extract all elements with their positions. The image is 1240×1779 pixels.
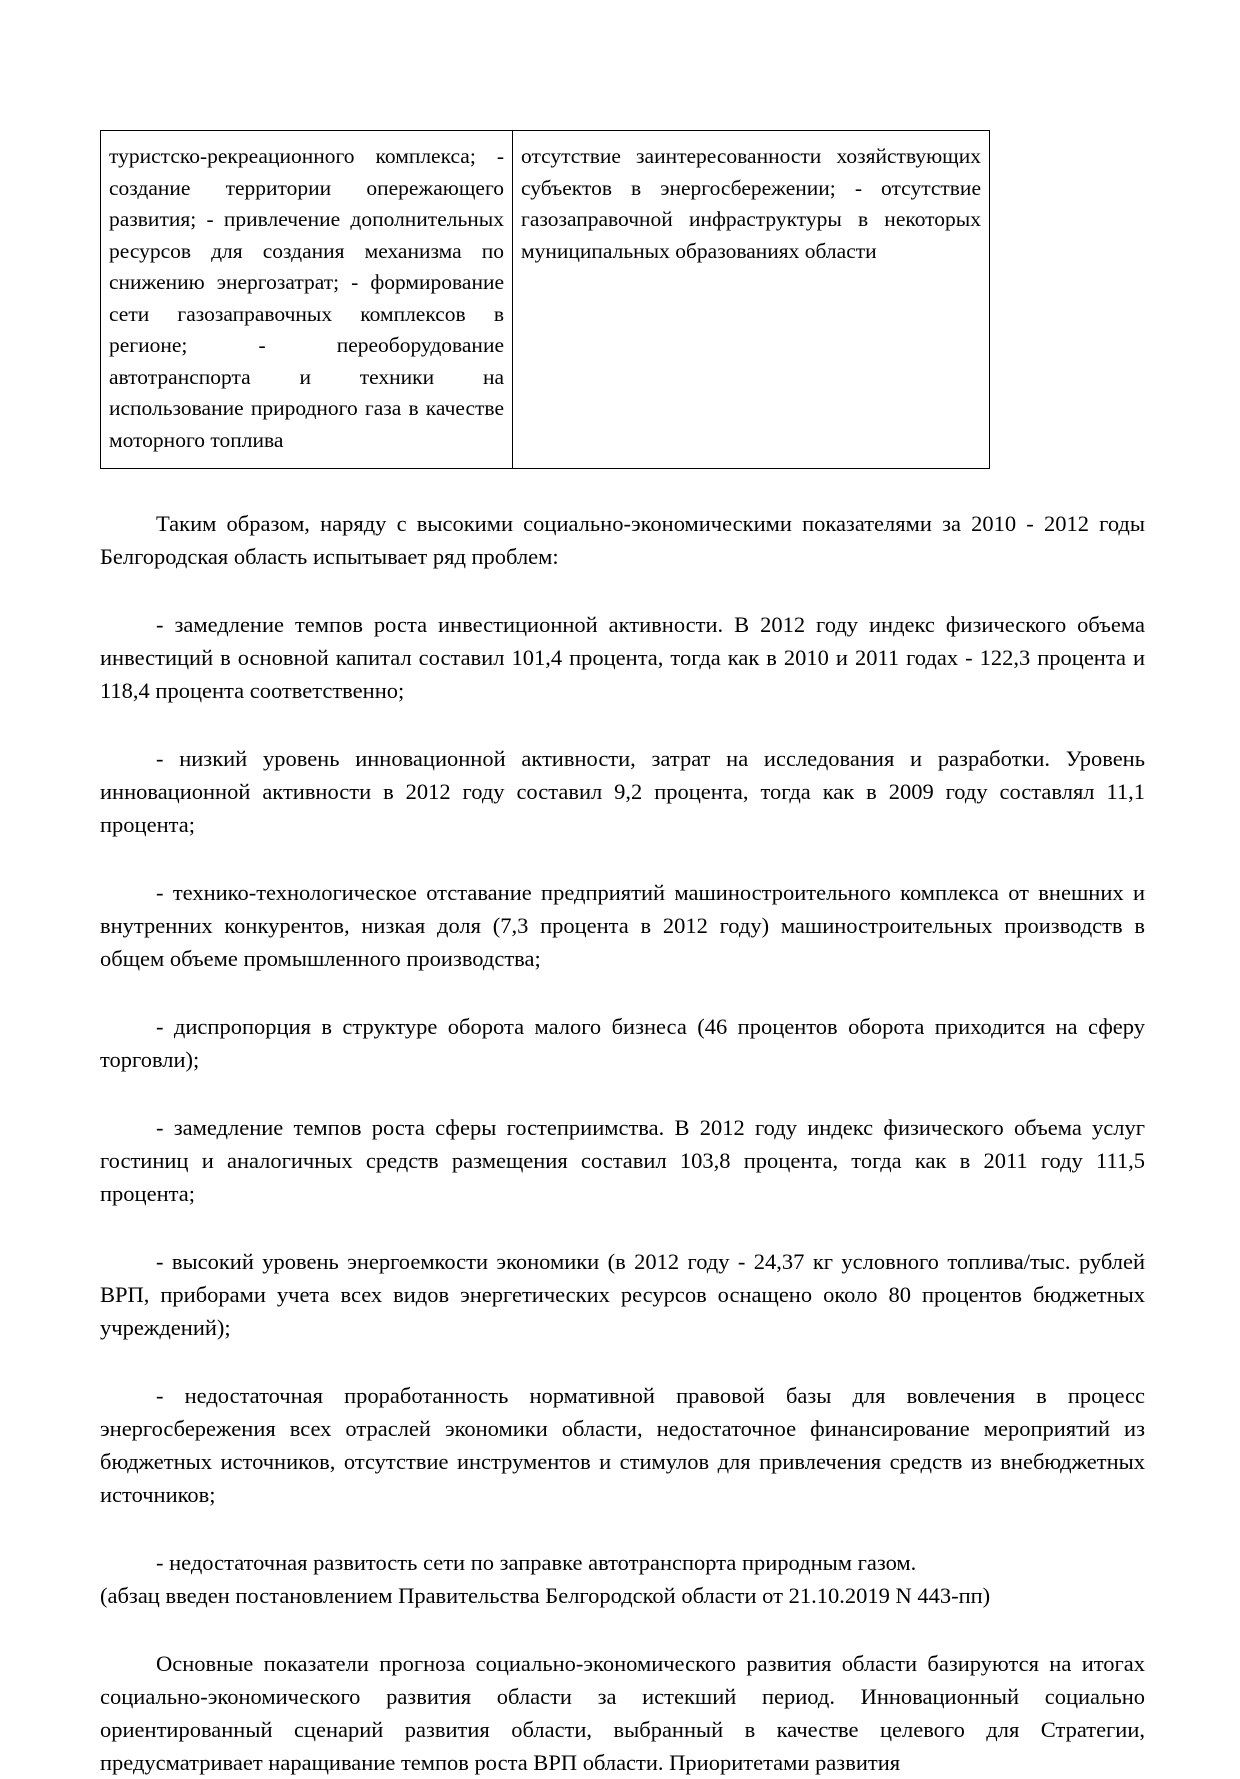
problems-table [100, 130, 990, 469]
spacer [100, 975, 1145, 1010]
table-cell-weaknesses [513, 131, 990, 469]
paragraph-problem-innovation: - низкий уровень инновационной активности, затрат на исследования и разработки. Уровень инновационной активности в 2012 году составил 9,2 процента, тогда как в 2009 году составлял 11,1 процента; [100, 746, 1145, 837]
spacer [100, 1076, 1145, 1111]
paragraph-amendment-note: (абзац введен постановлением Правительства Белгородской области от 21.10.2019 N 443-пп) [100, 1583, 991, 1608]
table-cell-strengths [101, 131, 513, 469]
spacer [100, 841, 1145, 876]
spacer [100, 1344, 1145, 1379]
spacer [100, 1511, 1145, 1546]
paragraph-problem-machinery: - технико-технологическое отставание предприятий машиностроительного комплекса от внешних и внутренних конкурентов, низкая доля (7,3 процента в 2012 году) машиностроительных производств в общем объеме промышленного производства; [100, 880, 1145, 971]
page-content [100, 130, 1145, 1779]
table-cell-weaknesses-text: отсутствие заинтересованности хозяйствующих субъектов в энергосбережении; - отсутствие газозаправочной инфраструктуры в некоторых муниципальных образованиях области [521, 144, 981, 263]
spacer-after-table [100, 469, 1145, 507]
paragraph-problem-hospitality: - замедление темпов роста сферы гостеприимства. В 2012 году индекс физического объема услуг гостиниц и аналогичных средств размещения составил 103,8 процента, тогда как в 2011 году 111,5 процента; [100, 1115, 1145, 1206]
paragraph-forecast: Основные показатели прогноза социально-экономического развития области базируются на итогах социально-экономического развития области за истекший период. Инновационный социально ориентированный сценарий развития области, выбранный в качестве целевого для Стратегии, предусматривает наращивание темпов роста ВРП области. Приоритетами развития [100, 1651, 1145, 1775]
paragraph-problem-legal: - недостаточная проработанность нормативной правовой базы для вовлечения в процесс энергосбережения всех отраслей экономики области, недостаточное финансирование мероприятий из бюджетных источников, отсутствие инструментов и стимулов для привлечения средств из внебюджетных источников; [100, 1383, 1145, 1507]
paragraph-problem-small-business: - диспропорция в структуре оборота малого бизнеса (46 процентов оборота приходится на сферу торговли); [100, 1014, 1145, 1072]
spacer [100, 707, 1145, 742]
spacer [100, 573, 1145, 608]
paragraph-problem-investment: - замедление темпов роста инвестиционной активности. В 2012 году индекс физического объема инвестиций в основной капитал составил 101,4 процента, тогда как в 2010 и 2011 годах - 122,3 процента и 118,4 процента соответственно; [100, 612, 1145, 703]
table-cell-strengths-text: туристско-рекреационного комплекса; - создание территории опережающего развития; - привлечение дополнительных ресурсов для создания механизма по снижению энергозатрат; - формирование сети газозаправочных комплексов в регионе; - переоборудование автотранспорта и техники на использование природного газа в качестве моторного топлива [109, 144, 504, 452]
spacer [100, 1210, 1145, 1245]
paragraph-problem-gas-network: - недостаточная развитость сети по заправке автотранспорта природным газом. [156, 1550, 917, 1575]
paragraph-intro: Таким образом, наряду с высокими социально-экономическими показателями за 2010 - 2012 годы Белгородская область испытывает ряд проблем: [100, 511, 1145, 569]
paragraph-problem-energy: - высокий уровень энергоемкости экономики (в 2012 году - 24,37 кг условного топлива/тыс. рублей ВРП, приборами учета всех видов энергетических ресурсов оснащено около 80 процентов бюджетных учреждений); [100, 1249, 1145, 1340]
spacer [100, 1612, 1145, 1647]
table-row [101, 131, 990, 469]
